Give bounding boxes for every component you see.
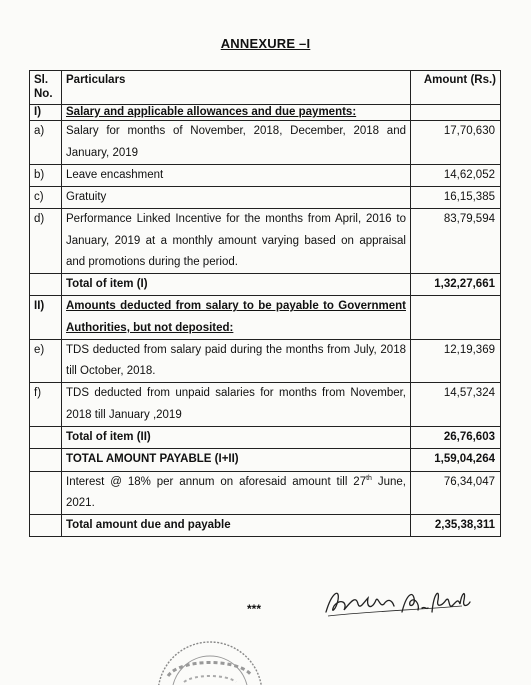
header-amount: Amount (Rs.) — [411, 71, 501, 105]
table-row — [30, 339, 501, 383]
total-label: Total of item (II) — [62, 426, 411, 448]
section-number: I) — [30, 104, 62, 121]
annexure-table — [29, 70, 501, 537]
row-particulars: Gratuity — [62, 187, 411, 209]
row-sl-empty — [30, 515, 62, 537]
row-sl-empty — [30, 426, 62, 448]
row-amount: 17,70,630 — [411, 121, 501, 165]
total-amount: 1,32,27,661 — [411, 274, 501, 296]
table-row — [30, 383, 501, 427]
amount-cell-empty — [411, 296, 501, 340]
section-heading: Salary and applicable allowances and due payments: — [62, 104, 411, 121]
interest-particulars — [62, 471, 411, 515]
table-row — [30, 187, 501, 209]
section-heading: Amounts deducted from salary to be payable to Government Authorities, but not deposited: — [62, 296, 411, 340]
row-particulars: Performance Linked Incentive for the months from April, 2016 to January, 2019 at a monthly amount varying based on appraisal and promotions during the period. — [62, 209, 411, 274]
header-particulars: Particulars — [62, 71, 411, 105]
end-stars: *** — [247, 602, 262, 616]
row-sl: c) — [30, 187, 62, 209]
row-sl: a) — [30, 121, 62, 165]
grand-total-label: TOTAL AMOUNT PAYABLE (I+II) — [62, 449, 411, 471]
row-particulars: Leave encashment — [62, 164, 411, 186]
row-sl: b) — [30, 164, 62, 186]
final-total-amount: 2,35,38,311 — [411, 515, 501, 537]
row-sl: f) — [30, 383, 62, 427]
table-row — [30, 164, 501, 186]
final-total-row — [30, 515, 501, 537]
row-particulars: TDS deducted from salary paid during the months from July, 2018 till October, 2018. — [62, 339, 411, 383]
total-amount: 26,76,603 — [411, 426, 501, 448]
row-amount: 83,79,594 — [411, 209, 501, 274]
row-sl: e) — [30, 339, 62, 383]
table-row — [30, 121, 501, 165]
row-sl-empty — [30, 471, 62, 515]
row-amount: 14,62,052 — [411, 164, 501, 186]
annexure-title: ANNEXURE –I — [220, 36, 311, 51]
row-amount: 14,57,324 — [411, 383, 501, 427]
notary-seal-stamp — [140, 636, 280, 685]
row-amount: 16,15,385 — [411, 187, 501, 209]
header-sl-no: Sl. No. — [30, 71, 62, 105]
handwritten-signature — [322, 582, 472, 622]
grand-total-row — [30, 449, 501, 471]
row-amount: 12,19,369 — [411, 339, 501, 383]
row-particulars: Salary for months of November, 2018, December, 2018 and January, 2019 — [62, 121, 411, 165]
amount-cell-empty — [411, 104, 501, 121]
header-row — [30, 71, 501, 105]
grand-total-amount: 1,59,04,264 — [411, 449, 501, 471]
section-row — [30, 104, 501, 121]
table-row — [30, 209, 501, 274]
section-row — [30, 296, 501, 340]
interest-row — [30, 471, 501, 515]
interest-amount: 76,34,047 — [411, 471, 501, 515]
row-particulars: TDS deducted from unpaid salaries for months from November, 2018 till January ,2019 — [62, 383, 411, 427]
row-sl: d) — [30, 209, 62, 274]
total-label: Total of item (I) — [62, 274, 411, 296]
row-sl-empty — [30, 274, 62, 296]
total-row — [30, 274, 501, 296]
interest-text-end: June, 2021. — [66, 475, 406, 509]
total-row — [30, 426, 501, 448]
interest-text: Interest @ 18% per annum on aforesaid amount till 27 — [66, 475, 367, 488]
final-total-label: Total amount due and payable — [62, 515, 411, 537]
row-sl-empty — [30, 449, 62, 471]
section-number: II) — [30, 296, 62, 340]
interest-superscript: th — [366, 474, 372, 482]
